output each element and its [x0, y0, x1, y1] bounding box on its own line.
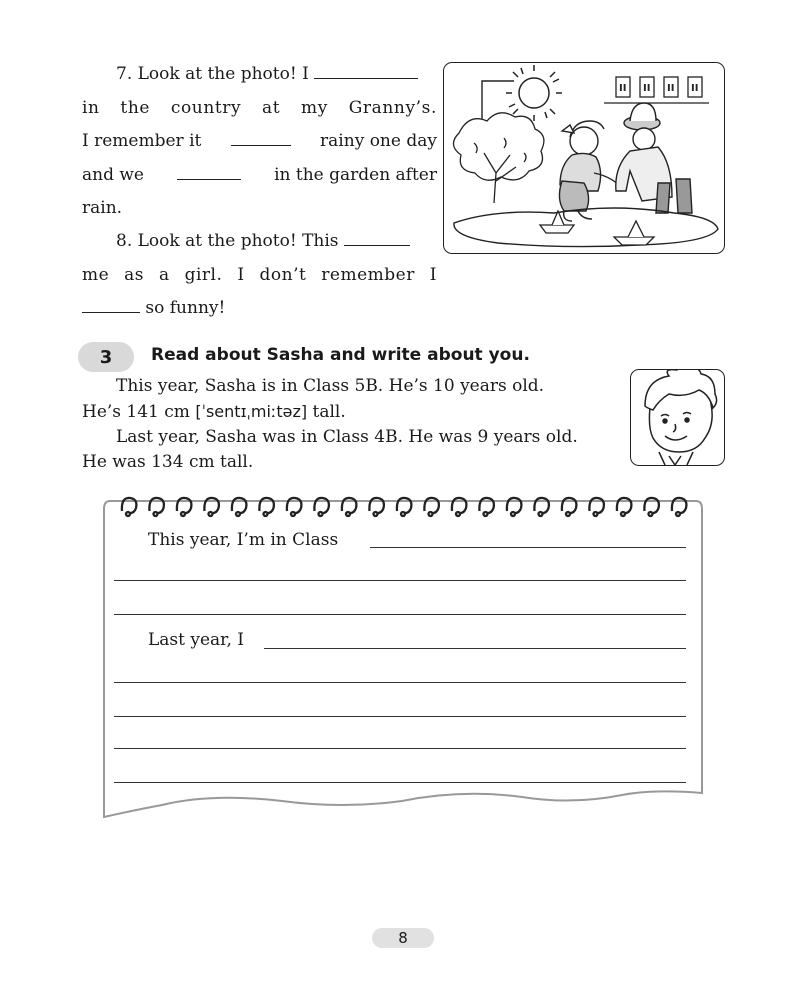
- spiral-hole: [429, 512, 433, 516]
- item-8-line-3: [82, 292, 437, 326]
- prompt-this-year: This year, I’m in Class: [148, 530, 339, 550]
- reading-line: He was 134 cm tall.: [82, 452, 254, 472]
- spiral-hole: [594, 512, 598, 516]
- answer-blank[interactable]: [177, 165, 241, 180]
- item-7-text: rain.: [82, 198, 123, 218]
- item-7-text: rainy one day: [320, 131, 437, 151]
- item-8-line-1: [82, 225, 437, 259]
- spiral-hole: [236, 512, 240, 516]
- spiral-hole: [126, 512, 130, 516]
- girl-icon: [559, 121, 624, 221]
- reading-line: This year, Sasha is in Class 5B. He’s 10 years old.: [116, 376, 545, 396]
- exercise-number: 3: [99, 346, 113, 368]
- item-7-line-1: [82, 58, 437, 92]
- item-8-text: me as a girl. I don’t remember I: [82, 264, 437, 285]
- item-8-text: Look at the photo! This: [137, 231, 339, 251]
- man-icon: [616, 103, 692, 213]
- spiral-hole: [319, 512, 323, 516]
- exercise-item-8: [82, 225, 437, 326]
- bush-icon: [453, 113, 543, 203]
- illustration-drawing: [444, 63, 724, 253]
- reading-line: [82, 399, 617, 425]
- spiral-hole: [374, 512, 378, 516]
- spiral-hole: [511, 512, 515, 516]
- item-7-text: Look at the photo! I: [137, 64, 309, 84]
- spiral-hole: [539, 512, 543, 516]
- exercise-item-7: [82, 58, 437, 226]
- transcription: [ˈsentɪˌmiːtəz]: [195, 402, 308, 421]
- writing-line[interactable]: [114, 682, 686, 683]
- spiral-hole: [566, 512, 570, 516]
- spiral-hole: [346, 512, 350, 516]
- reading-text: He’s 141 cm: [82, 402, 196, 422]
- writing-line[interactable]: [114, 580, 686, 581]
- sun-icon: [506, 65, 562, 121]
- writing-line[interactable]: [370, 547, 686, 548]
- prompt-last-year: Last year, I: [148, 630, 244, 650]
- sasha-portrait: [630, 369, 725, 466]
- spiral-hole: [181, 512, 185, 516]
- answer-blank[interactable]: [82, 298, 140, 313]
- spiral-hole: [209, 512, 213, 516]
- item-7-text: and we: [82, 164, 144, 185]
- spiral-hole: [264, 512, 268, 516]
- writing-line[interactable]: [264, 648, 686, 649]
- answer-blank[interactable]: [344, 231, 410, 246]
- writing-line[interactable]: [114, 716, 686, 717]
- page-number-badge: [372, 928, 434, 948]
- reading-text: tall.: [307, 402, 346, 422]
- item-7-text: in the garden after: [274, 164, 437, 185]
- window-letter: II: [619, 83, 627, 94]
- spiral-hole: [456, 512, 460, 516]
- window-row: [616, 77, 702, 97]
- window-letter: II: [691, 83, 699, 94]
- sasha-reading-text: [82, 374, 617, 475]
- spiral-hole: [676, 512, 680, 516]
- item-7-text: I remember it: [82, 131, 202, 151]
- answer-blank[interactable]: [314, 64, 418, 79]
- item-7-line-4: [82, 159, 437, 193]
- window-letter: II: [643, 83, 651, 94]
- window-letter: II: [667, 83, 675, 94]
- writing-line[interactable]: [114, 782, 686, 783]
- boy-face-icon: [631, 370, 724, 465]
- spiral-hole: [154, 512, 158, 516]
- children-paper-boats-illustration: [443, 62, 725, 254]
- exercise-instruction: Read about Sasha and write about you.: [151, 345, 530, 365]
- writing-line[interactable]: [114, 614, 686, 615]
- item-7-line-3: [82, 125, 437, 159]
- item-8-number: 8.: [116, 231, 133, 251]
- spiral-hole: [484, 512, 488, 516]
- answer-blank[interactable]: [231, 131, 291, 146]
- item-7-text: in the country at my Granny’s.: [82, 97, 437, 118]
- item-7-number: 7.: [116, 64, 133, 84]
- page-number: 8: [398, 929, 408, 947]
- paper-boat-icon: [540, 211, 654, 245]
- spiral-hole: [291, 512, 295, 516]
- item-8-text: so funny!: [145, 298, 226, 318]
- puddle: [454, 208, 718, 247]
- reading-line: Last year, Sasha was in Class 4B. He was 9 years old.: [116, 427, 578, 447]
- spiral-hole: [401, 512, 405, 516]
- writing-line[interactable]: [114, 748, 686, 749]
- spiral-hole: [621, 512, 625, 516]
- spiral-hole: [649, 512, 653, 516]
- exercise-number-badge: [78, 342, 134, 372]
